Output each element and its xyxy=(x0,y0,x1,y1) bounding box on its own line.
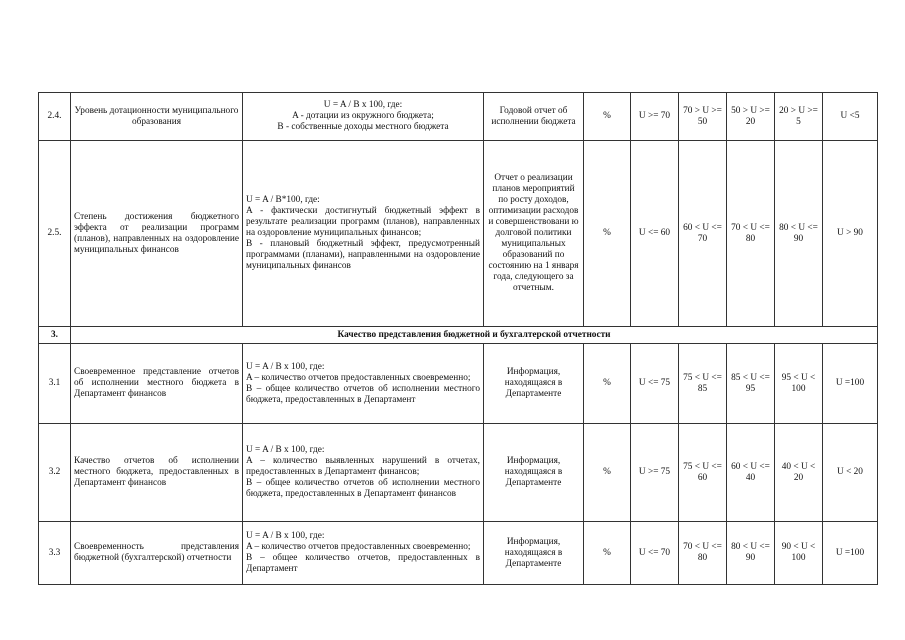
formula-line: B – общее количество отчетов, предоставленных в Департамент xyxy=(246,553,480,574)
criteria-table xyxy=(38,92,878,585)
formula-line: B - плановый бюджетный эффект, предусмотренный программами (планами), направленными на оздоровление муниципальных финансов xyxy=(246,239,480,271)
grade-2: 75 < U <= 60 xyxy=(679,424,727,522)
formula-cell xyxy=(243,93,484,141)
grade-1: U >= 75 xyxy=(631,424,679,522)
unit: % xyxy=(584,141,631,327)
unit: % xyxy=(584,522,631,585)
table-row xyxy=(39,93,878,141)
table-row xyxy=(39,424,878,522)
grade-4: 40 < U < 20 xyxy=(775,424,823,522)
row-number: 2.5. xyxy=(39,141,71,327)
grade-1: U <= 70 xyxy=(631,522,679,585)
indicator-name: Качество отчетов об исполнении местного бюджета, предоставленных в Департамент финансов xyxy=(71,424,243,522)
formula-line: A – количество отчетов предоставленных своевременно; xyxy=(246,542,471,552)
grade-3: 80 < U <= 90 xyxy=(727,522,775,585)
indicator-name: Степень достижения бюджетного эффекта от реализации программ (планов), направленных на оздоровление муниципальных финансов xyxy=(71,141,243,327)
grade-3: 50 > U >= 20 xyxy=(727,93,775,141)
grade-1: U <= 75 xyxy=(631,344,679,424)
row-number: 2.4. xyxy=(39,93,71,141)
grade-5: U > 90 xyxy=(823,141,878,327)
indicator-name: Своевременное представление отчетов об исполнении местного бюджета в Департамент финансов xyxy=(71,344,243,424)
section-title: Качество представления бюджетной и бухгалтерской отчетности xyxy=(71,327,878,344)
grade-3: 60 < U <= 40 xyxy=(727,424,775,522)
formula-line: U = A / B x 100, где: xyxy=(246,531,325,541)
grade-4: 80 < U <= 90 xyxy=(775,141,823,327)
row-number: 3.3 xyxy=(39,522,71,585)
formula-line: U = A / B x 100, где: xyxy=(323,100,403,110)
data-source: Информация, находящаяся в Департаменте xyxy=(484,522,584,585)
formula-line: A - дотации из окружного бюджета; xyxy=(292,111,434,121)
formula-line: A - фактически достигнутый бюджетный эффект в результате реализации программ (планов), направленных на оздоровление муниципальных финансов; xyxy=(246,206,480,238)
data-source: Отчет о реализации планов мероприятий по росту доходов, оптимизации расходов и совершенствовани ю долговой политики муниципальных образований по состоянию на 1 января года, следующего за отчетным. xyxy=(484,141,584,327)
data-source: Информация, находящаяся в Департаменте xyxy=(484,424,584,522)
formula-line: B - собственные доходы местного бюджета xyxy=(277,122,449,132)
grade-3: 85 < U <= 95 xyxy=(727,344,775,424)
formula-cell xyxy=(243,344,484,424)
row-number: 3.1 xyxy=(39,344,71,424)
unit: % xyxy=(584,424,631,522)
grade-4: 20 > U >= 5 xyxy=(775,93,823,141)
grade-2: 70 > U >= 50 xyxy=(679,93,727,141)
grade-5: U =100 xyxy=(823,522,878,585)
data-source: Информация, находящаяся в Департаменте xyxy=(484,344,584,424)
table-row xyxy=(39,141,878,327)
formula-line: U = A / B*100, где: xyxy=(246,195,320,205)
grade-4: 95 < U < 100 xyxy=(775,344,823,424)
section-header-row xyxy=(39,327,878,344)
grade-3: 70 < U <= 80 xyxy=(727,141,775,327)
formula-line: B – общее количество отчетов об исполнении местного бюджета, предоставленных в Департамент финансов xyxy=(246,478,480,499)
grade-2: 60 < U <= 70 xyxy=(679,141,727,327)
formula-cell xyxy=(243,424,484,522)
unit: % xyxy=(584,344,631,424)
indicator-name: Уровень дотационности муниципального образования xyxy=(71,93,243,141)
formula-line: A – количество выявленных нарушений в отчетах, предоставленных в Департамент финансов; xyxy=(246,456,480,477)
row-number: 3.2 xyxy=(39,424,71,522)
formula-line: U = A / B x 100, где: xyxy=(246,361,325,372)
data-source: Годовой отчет об исполнении бюджета xyxy=(484,93,584,141)
grade-4: 90 < U < 100 xyxy=(775,522,823,585)
grade-1: U <= 60 xyxy=(631,141,679,327)
unit: % xyxy=(584,93,631,141)
table-row xyxy=(39,522,878,585)
section-number: 3. xyxy=(39,327,71,344)
grade-5: U <5 xyxy=(823,93,878,141)
table-row xyxy=(39,344,878,424)
indicator-name: Своевременность представления бюджетной (бухгалтерской) отчетности xyxy=(71,522,243,585)
formula-cell xyxy=(243,141,484,327)
grade-5: U =100 xyxy=(823,344,878,424)
formula-cell xyxy=(243,522,484,585)
grade-1: U >= 70 xyxy=(631,93,679,141)
grade-2: 75 < U <= 85 xyxy=(679,344,727,424)
grade-2: 70 < U <= 80 xyxy=(679,522,727,585)
formula-line: B – общее количество отчетов об исполнении местного бюджета, предоставленных в Департамент xyxy=(246,383,480,405)
grade-5: U < 20 xyxy=(823,424,878,522)
formula-line: U = A / B x 100, где: xyxy=(246,445,325,455)
formula-line: A – количество отчетов предоставленных своевременно; xyxy=(246,372,471,383)
